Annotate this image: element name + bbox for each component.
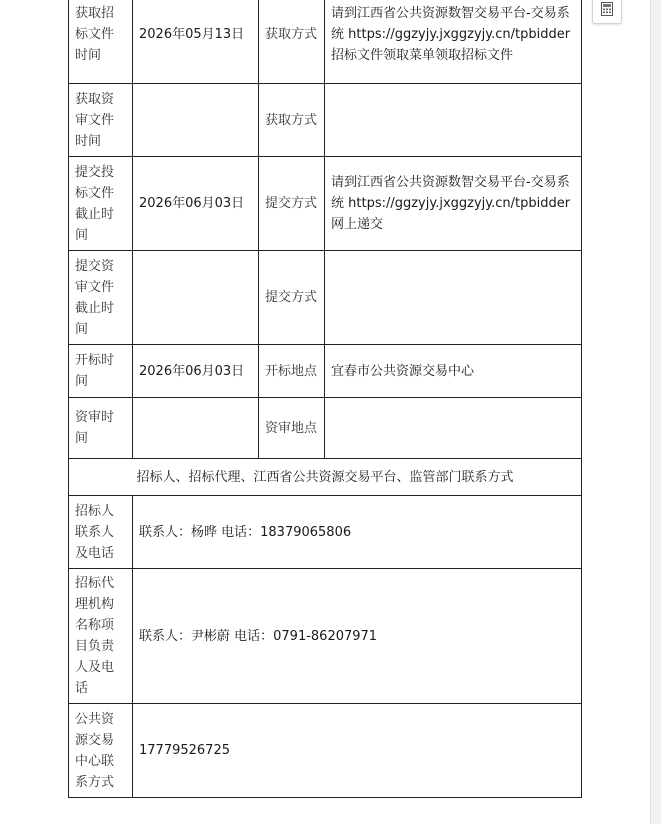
agency-contact-label: 招标代理机构名称项目负责人及电话 <box>69 569 133 704</box>
prequal-time-value <box>133 398 259 459</box>
table-row <box>69 459 582 496</box>
table-row <box>69 496 582 569</box>
get-prequal-docs-time-label: 获取资审文件时间 <box>69 84 133 157</box>
submit-bid-deadline-label: 提交投标文件截止时间 <box>69 157 133 251</box>
get-bid-docs-time-value: 2026年05月13日 <box>133 0 259 84</box>
table-row <box>69 0 582 84</box>
tender-info-table <box>68 0 582 798</box>
page-scrollbar[interactable] <box>650 0 661 824</box>
table-row <box>69 398 582 459</box>
submit-method-label: 提交方式 <box>259 251 325 345</box>
prequal-place-label: 资审地点 <box>259 398 325 459</box>
get-method-label: 获取方式 <box>259 84 325 157</box>
table-row <box>69 84 582 157</box>
submit-bid-deadline-value: 2026年06月03日 <box>133 157 259 251</box>
calculator-button[interactable] <box>592 0 622 24</box>
bid-opening-time-value: 2026年06月03日 <box>133 345 259 398</box>
submit-prequal-method-value <box>325 251 582 345</box>
tenderer-contact-value: 联系人：杨晔 电话：18379065806 <box>133 496 582 569</box>
get-bid-docs-method-value: 请到江西省公共资源数智交易平台-交易系统 https://ggzyjy.jxggzyjy.cn/tpbidder 招标文件领取菜单领取招标文件 <box>325 0 582 84</box>
submit-prequal-deadline-label: 提交资审文件截止时间 <box>69 251 133 345</box>
prequal-place-value <box>325 398 582 459</box>
submit-bid-method-value: 请到江西省公共资源数智交易平台-交易系统 https://ggzyjy.jxggzyjy.cn/tpbidder 网上递交 <box>325 157 582 251</box>
get-bid-docs-time-label: 获取招标文件时间 <box>69 0 133 84</box>
bid-opening-time-label: 开标时间 <box>69 345 133 398</box>
bid-opening-place-label: 开标地点 <box>259 345 325 398</box>
contacts-section-title: 招标人、招标代理、江西省公共资源交易平台、监管部门联系方式 <box>69 459 582 496</box>
table-row <box>69 569 582 704</box>
platform-contact-value: 17779526725 <box>133 704 582 798</box>
bid-opening-place-value: 宜春市公共资源交易中心 <box>325 345 582 398</box>
table-row <box>69 157 582 251</box>
get-prequal-docs-method-value <box>325 84 582 157</box>
table-row <box>69 345 582 398</box>
get-prequal-docs-time-value <box>133 84 259 157</box>
calculator-icon <box>599 1 615 17</box>
prequal-time-label: 资审时间 <box>69 398 133 459</box>
submit-prequal-deadline-value <box>133 251 259 345</box>
table-row <box>69 704 582 798</box>
platform-contact-label: 公共资源交易中心联系方式 <box>69 704 133 798</box>
agency-contact-value: 联系人：尹彬蔚 电话：0791-86207971 <box>133 569 582 704</box>
submit-method-label: 提交方式 <box>259 157 325 251</box>
tenderer-contact-label: 招标人联系人及电话 <box>69 496 133 569</box>
get-method-label: 获取方式 <box>259 0 325 84</box>
table-row <box>69 251 582 345</box>
